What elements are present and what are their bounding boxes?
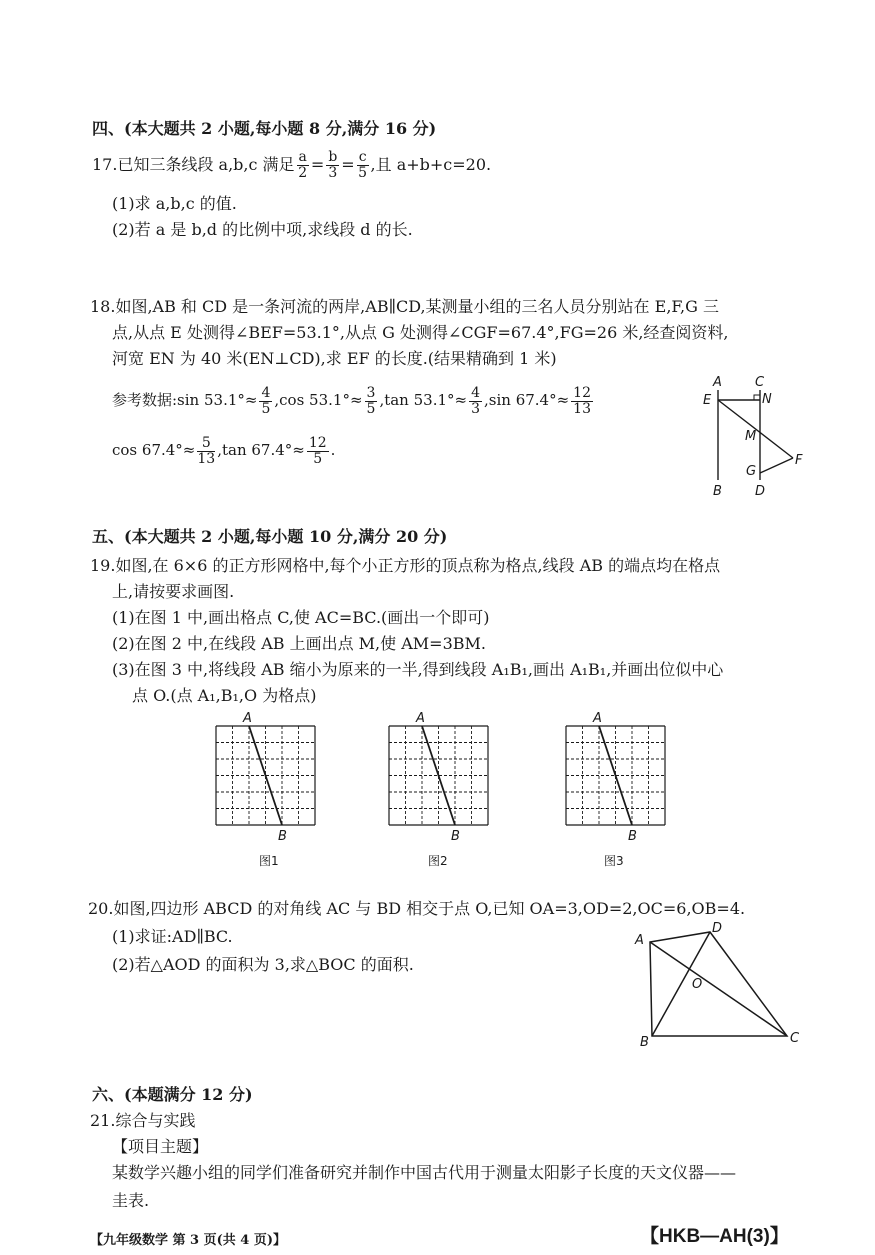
section6-title: 六、(本题满分 12 分) xyxy=(92,1085,253,1104)
q18-line2: 点,从点 E 处测得∠BEF=53.1°,从点 G 处测得∠CGF=67.4°,FG=26 米,经查阅资料, xyxy=(112,323,729,342)
label-A: A xyxy=(713,375,722,390)
q17-part2: (2)若 a 是 b,d 的比例中项,求线段 d 的长. xyxy=(112,220,413,239)
label-A: A xyxy=(635,933,644,948)
label-C: C xyxy=(790,1031,800,1046)
grid-figure-2 xyxy=(381,710,501,850)
grid-figure-3 xyxy=(558,710,678,850)
label-M: M xyxy=(745,429,757,444)
caption-figure-2: 图2 xyxy=(428,854,448,868)
q21-line3: 圭表. xyxy=(112,1191,150,1210)
label-O: O xyxy=(692,977,703,992)
q21-line1: 21.综合与实践 xyxy=(90,1111,196,1130)
q20-part2: (2)若△AOD 的面积为 3,求△BOC 的面积. xyxy=(112,955,414,974)
q17-prefix: 17.已知三条线段 a,b,c 满足 xyxy=(92,155,295,174)
q20-line1: 20.如图,四边形 ABCD 的对角线 AC 与 BD 相交于点 O,已知 OA=3,OD=2,OC=6,OB=4. xyxy=(88,899,746,918)
section5-title: 五、(本大题共 2 小题,每小题 10 分,满分 20 分) xyxy=(92,527,448,546)
fraction-b: $\frac{b}{3}$ xyxy=(328,149,338,181)
label-N: N xyxy=(762,392,772,407)
label-F: F xyxy=(795,453,803,468)
label-C: C xyxy=(755,375,765,390)
q19-part2: (2)在图 2 中,在线段 AB 上画出点 M,使 AM=3BM. xyxy=(112,634,486,653)
label-A: A xyxy=(593,711,602,726)
q18-reference-data: 参考数据:sin 53.1°≈ $\frac{4}{5}$ ,cos 53.1°≈ $\frac{3}{5}$ ,tan 53.1°≈ $\frac{4}{3}$ ,sin 67.4°≈ $\frac{12}{13}$ xyxy=(112,384,591,417)
label-B: B xyxy=(451,829,460,844)
q17-part1: (1)求 a,b,c 的值. xyxy=(112,194,237,213)
q18-line1: 18.如图,AB 和 CD 是一条河流的两岸,AB∥CD,某测量小组的三名人员分别站在 E,F,G 三 xyxy=(90,297,719,316)
label-G: G xyxy=(746,464,757,479)
label-A: A xyxy=(416,711,425,726)
label-B: B xyxy=(278,829,287,844)
caption-figure-3: 图3 xyxy=(604,854,624,868)
footer-page-info: 【九年级数学 第 3 页(共 4 页)】 xyxy=(90,1233,287,1248)
q21-heading: 【项目主题】 xyxy=(112,1137,209,1156)
q20-part1: (1)求证:AD∥BC. xyxy=(112,927,233,946)
footer-code: 【HKB—AH(3)】 xyxy=(640,1226,789,1247)
grid-figure-1 xyxy=(208,710,328,850)
caption-figure-1: 图1 xyxy=(259,854,279,868)
q19-line1: 19.如图,在 6×6 的正方形网格中,每个小正方形的顶点称为格点,线段 AB 的端点均在格点 xyxy=(90,556,721,575)
label-A: A xyxy=(243,711,252,726)
q19-part3b: 点 O.(点 A₁,B₁,O 为格点) xyxy=(132,686,317,705)
q18-line3: 河宽 EN 为 40 米(EN⊥CD),求 EF 的长度.(结果精确到 1 米) xyxy=(112,349,557,368)
q19-part3a: (3)在图 3 中,将线段 AB 缩小为原来的一半,得到线段 A₁B₁,画出 A₁B₁,并画出位似中心 xyxy=(112,660,724,679)
section4-title: 四、(本大题共 2 小题,每小题 8 分,满分 16 分) xyxy=(92,119,437,138)
q18-river-figure xyxy=(700,372,810,502)
label-B: B xyxy=(640,1035,649,1050)
fraction-c: $\frac{c}{5}$ xyxy=(358,149,368,181)
q19-part1: (1)在图 1 中,画出格点 C,使 AC=BC.(画出一个即可) xyxy=(112,608,490,627)
q18-reference-data-2: cos 67.4°≈ $\frac{5}{13}$ ,tan 67.4°≈ $\frac{12}{5}$ . xyxy=(112,434,336,467)
label-E: E xyxy=(703,393,712,408)
q17-suffix: ,且 a+b+c=20. xyxy=(370,155,492,174)
q17-stem: 17.已知三条线段 a,b,c 满足 $\frac{a}{2}$ = $\frac{b}{3}$ = $\frac{c}{5}$ ,且 a+b+c=20. xyxy=(92,149,492,181)
q19-line2: 上,请按要求画图. xyxy=(112,582,235,601)
fraction-a: $\frac{a}{2}$ xyxy=(298,149,308,181)
label-D: D xyxy=(755,484,766,499)
q20-quadrilateral-figure xyxy=(632,920,812,1050)
label-B: B xyxy=(713,484,722,499)
label-B: B xyxy=(628,829,637,844)
q21-line2: 某数学兴趣小组的同学们准备研究并制作中国古代用于测量太阳影子长度的天文仪器—— xyxy=(112,1163,737,1182)
label-D: D xyxy=(712,921,723,936)
